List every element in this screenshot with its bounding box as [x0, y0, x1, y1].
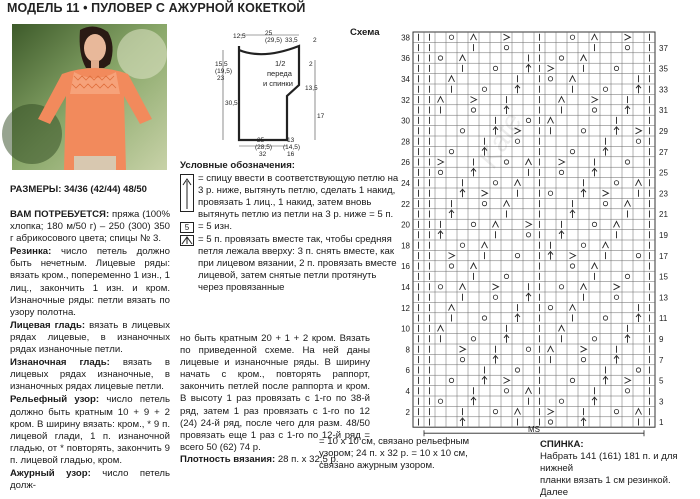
watermark-text: Kate [472, 107, 529, 173]
materials-label: ВАМ ПОТРЕБУЕТСЯ: [10, 209, 110, 220]
row-number-left: 22 [401, 199, 410, 209]
row-number-left: 24 [401, 179, 410, 188]
density-text: 28 п. x 32,5 р. [275, 453, 339, 465]
chart-title: Схема [350, 27, 380, 38]
lace-label: Ажурный узор: [10, 467, 91, 479]
instructions-col3 [319, 436, 529, 472]
col3-line-2: узором; 24 п. x 32 р. = 10 x 10 см, [319, 448, 468, 460]
legend-heading: Условные обозначения: [180, 160, 295, 171]
row-number-right: 37 [659, 43, 668, 53]
schema-front: переда [267, 69, 292, 78]
legend-item-purl5 [180, 221, 400, 233]
model-photo [12, 24, 167, 170]
row-number-right: 35 [659, 64, 668, 74]
stockinette-paragraph [10, 320, 170, 356]
rib-paragraph [10, 246, 170, 319]
legend [180, 160, 400, 294]
row-number-left: 34 [401, 75, 410, 84]
col3-line-3: связано ажурным узором. [319, 460, 435, 472]
reverse-text: вязать в лицевых рядах изнаночные, в изнаночных рядах лицевые петли. [10, 357, 171, 393]
dim-2: 25 [265, 30, 273, 37]
row-number-right: 15 [659, 272, 668, 282]
dim-5: 2 [313, 37, 317, 44]
row-number-left: 32 [401, 95, 410, 105]
row-number-right: 25 [659, 168, 668, 178]
row-number-right: 5 [659, 376, 664, 386]
relief-paragraph [10, 394, 170, 467]
stockinette-text: вязать в лицевых рядах лицевые, в изнаночных рядах изнаночные петли. [10, 319, 170, 356]
rib-label: Резинка: [10, 246, 52, 258]
row-number-right: 13 [659, 293, 668, 303]
dim-6: 15,5 [215, 61, 228, 68]
dim-18: 16 [287, 151, 295, 158]
dim-3: (29,5) [265, 37, 282, 44]
row-number-left: 10 [401, 324, 410, 334]
row-number-left: 28 [401, 137, 410, 147]
relief-label: Рельефный узор: [10, 394, 100, 406]
decrease-5-icon [180, 235, 194, 246]
materials-text: пряжа (100% хлопка; 180 м/50 г) – 250 (300) 350 г абрикосового цвета; спицы № 3. [10, 209, 170, 245]
dim-7: (19,5) [215, 68, 232, 75]
row-number-right: 21 [659, 210, 668, 220]
back-line-2: планки вязать 1 см резинкой. Далее [540, 475, 671, 499]
row-number-left: 12 [401, 303, 410, 313]
dim-10: 13,5 [305, 85, 318, 92]
row-number-right: 17 [659, 251, 668, 261]
row-number-left: 8 [405, 345, 410, 355]
row-number-right: 33 [659, 85, 668, 95]
back-heading: СПИНКА: [540, 439, 584, 450]
knitting-chart [395, 28, 699, 438]
ms-label: MS [528, 425, 540, 435]
purl5-icon: 5 [180, 222, 194, 233]
dim-17: (14,5) [283, 144, 300, 151]
row-number-left: 26 [401, 158, 410, 168]
legend-text-dec5: = 5 п. провязать вместе так, чтобы средняя петля лежала вверху: 3 п. снять вместе, как при лицевом вязании, 2 п. провязать вместе лицевой, затем снятые петли протянуть через провязанные [198, 233, 397, 293]
row-number-right: 19 [659, 231, 668, 240]
row-number-right: 31 [659, 106, 668, 116]
row-number-right: 11 [659, 314, 668, 324]
dim-4: 33,5 [285, 37, 298, 44]
dim-8: 23 [217, 75, 225, 82]
row-number-left: 38 [401, 33, 410, 43]
page-title: МОДЕЛЬ 11 • ПУЛОВЕР С АЖУРНОЙ КОКЕТКОЙ [7, 1, 306, 15]
row-number-left: 18 [401, 241, 410, 251]
dim-1: 12,5 [233, 33, 246, 40]
schema-back: и спинки [263, 79, 293, 88]
legend-item-dec5 [180, 234, 400, 294]
dim-11: 30,5 [225, 100, 238, 107]
materials-paragraph [10, 209, 170, 245]
lace-paragraph [10, 468, 170, 492]
dim-9: 2 [309, 61, 313, 68]
row-number-left: 6 [405, 366, 410, 376]
reverse-paragraph [10, 357, 170, 393]
relief-text: число петель должно быть кратным 10 + 9 + 2 кром. В ширину вязать: кром., * 9 п. лицевой глади, 1 п. изнаночной гладью, от * повторять, закончить 9 п. лицевой гладью, кром. [10, 394, 170, 466]
instructions-col1 [10, 209, 170, 493]
row-number-right: 29 [659, 127, 668, 136]
row-number-left: 16 [401, 262, 410, 272]
row-number-left: 20 [401, 220, 410, 230]
row-number-left: 30 [401, 116, 410, 126]
col3-line-1: = 10 x 10 см, связано рельефным [319, 436, 470, 447]
row-number-right: 3 [659, 397, 664, 407]
lace-text: число петель долж- [10, 467, 170, 492]
dim-13: 25 [257, 137, 265, 144]
back-line-1: Набрать 141 (161) 181 п. и для нижней [540, 451, 678, 475]
legend-item-popcorn [180, 173, 400, 221]
sizes-heading: РАЗМЕРЫ: 34/36 (42/44) 48/50 [10, 184, 147, 195]
rib-text: число петель должно быть нечетным. Лицевые ряды: вязать кром., попеременно 1 изн., 1 лиц., закончить 1 изн. и кром. Изнаночные ряды: петли вязать по узору полотна. [10, 246, 170, 318]
popcorn-stitch-icon [180, 174, 194, 212]
row-number-left: 2 [405, 407, 410, 417]
row-number-right: 7 [659, 355, 664, 365]
dim-12: 17 [317, 113, 325, 120]
legend-text-popcorn: = спицу ввести в соответствующую петлю на 3 р. ниже, вытянуть петлю, сделать 1 накид, провязать 1 лиц., 1 накид, затем вновь вытянуть петлю из петли на 3 р. ниже = 5 п. [198, 173, 399, 221]
density-label: Плотность вязания: [180, 453, 276, 465]
reverse-label: Изнаночная гладь: [10, 357, 110, 369]
dim-14: (28,5) [255, 144, 272, 151]
schema-half: 1/2 [275, 59, 286, 68]
row-number-left: 36 [401, 54, 410, 64]
lace-continued: но быть кратным 20 + 1 + 2 кром. Вязать по приведенной схеме. На ней даны лицевые и изнаночные ряды. В ширину начать с кром., повторять раппорт, закончить петлей после раппорта и кром. В высоту 1 раз провязать с 1-го по 38-й ряд, затем 1 раз провязать с 1-го по 12 (24) 24-й ряд, после чего для разм. 48/50 провязать еще 1 раз с 1-го по 12-й ряд = всего 50 (62) 74 р. [180, 333, 370, 453]
row-number-right: 23 [659, 189, 668, 199]
row-number-right: 27 [659, 147, 668, 157]
back-section [540, 439, 700, 499]
row-number-left: 14 [401, 283, 410, 292]
garment-schema [205, 30, 340, 158]
dim-16: 13 [287, 137, 295, 144]
row-number-right: 1 [659, 418, 664, 428]
stockinette-label: Лицевая гладь: [10, 319, 86, 331]
row-number-right: 9 [659, 335, 664, 344]
legend-text-purl5: = 5 изн. [198, 221, 232, 233]
dim-15: 32 [259, 151, 267, 158]
row-number-left: 4 [405, 387, 410, 396]
